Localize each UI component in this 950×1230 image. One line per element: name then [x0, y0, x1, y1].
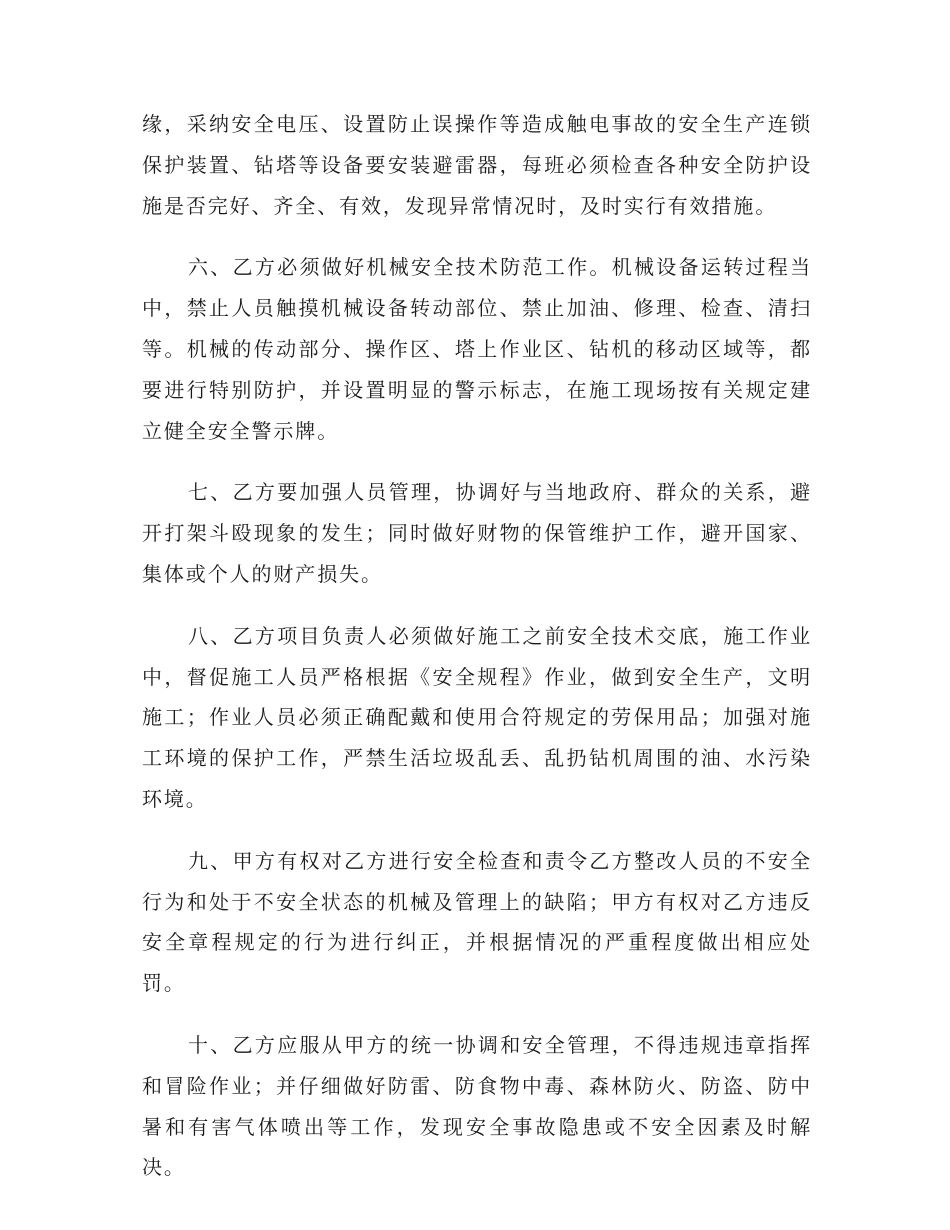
- paragraph-clause-6: 六、乙方必须做好机械安全技术防范工作。机械设备运转过程当中，禁止人员触摸机械设备转动部位、禁止加油、修理、检查、清扫等。机械的传动部分、操作区、塔上作业区、钻机的移动区域等，都要进行特别防护，并设置明显的警示标志，在施工现场按有关规定建立健全安全警示牌。: [142, 255, 812, 443]
- paragraph-continuation: 缘，采纳安全电压、设置防止误操作等造成触电事故的安全生产连锁保护装置、钻塔等设备要安装避雷器，每班必须检查各种安全防护设施是否完好、齐全、有效，发现异常情况时，及时实行有效措施。: [142, 112, 812, 218]
- document-body: [142, 104, 812, 1209]
- paragraph-clause-8: 八、乙方项目负责人必须做好施工之前安全技术交底，施工作业中，督促施工人员严格根据《安全规程》作业，做到安全生产，文明施工；作业人员必须正确配戴和使用合符规定的劳保用品；加强对施工环境的保护工作，严禁生活垃圾乱丢、乱扔钻机周围的油、水污染环境。: [142, 623, 812, 811]
- paragraph-clause-7: 七、乙方要加强人员管理，协调好与当地政府、群众的关系，避开打架斗殴现象的发生；同时做好财物的保管维护工作，避开国家、集体或个人的财产损失。: [142, 480, 812, 586]
- paragraph-clause-10: 十、乙方应服从甲方的统一协调和安全管理，不得违规违章指挥和冒险作业；并仔细做好防雷、防食物中毒、森林防火、防盗、防中暑和有害气体喷出等工作，发现安全事故隐患或不安全因素及时解决。: [142, 1032, 812, 1180]
- paragraph-clause-9: 九、甲方有权对乙方进行安全检查和责令乙方整改人员的不安全行为和处于不安全状态的机械及管理上的缺陷；甲方有权对乙方违反安全章程规定的行为进行纠正，并根据情况的严重程度做出相应处罚。: [142, 848, 812, 996]
